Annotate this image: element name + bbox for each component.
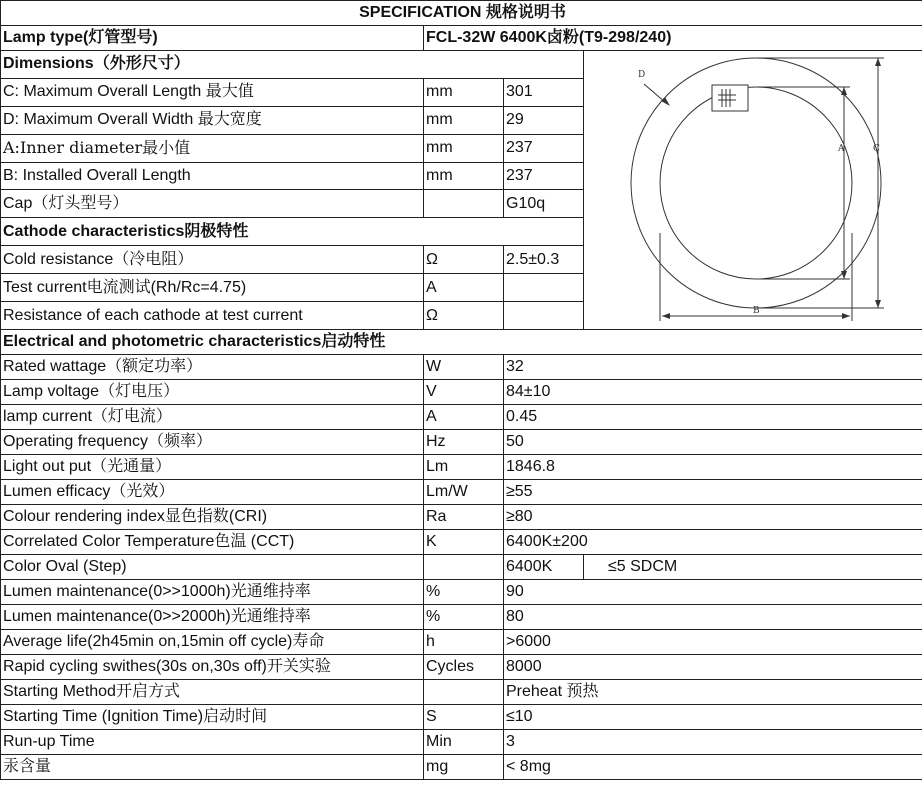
dimensions-header-row	[1, 51, 922, 79]
electrical-unit: V	[424, 380, 504, 405]
dimension-label: Cap（灯头型号）	[1, 190, 424, 218]
electrical-value: 84±10	[504, 380, 922, 405]
cathode-label: Resistance of each cathode at test current	[1, 302, 424, 330]
dimension-label: D: Maximum Overall Width 最大宽度	[1, 106, 424, 134]
electrical-row	[1, 605, 922, 630]
dimension-value: 237	[504, 162, 584, 190]
cathode-unit: Ω	[424, 302, 504, 330]
cathode-value: 2.5±0.3	[504, 246, 584, 274]
electrical-value: 80	[504, 605, 922, 630]
diagram-label-a: A	[838, 144, 845, 154]
electrical-label: Correlated Color Temperature色温 (CCT)	[1, 530, 424, 555]
electrical-value: >6000	[504, 630, 922, 655]
electrical-unit: W	[424, 355, 504, 380]
electrical-label: 汞含量	[1, 755, 424, 780]
electrical-unit: %	[424, 605, 504, 630]
electrical-unit: mg	[424, 755, 504, 780]
electrical-label: lamp current（灯电流）	[1, 405, 424, 430]
diagram-label-b: B	[753, 306, 760, 316]
electrical-row	[1, 755, 922, 780]
electrical-label: Light out put（光通量）	[1, 455, 424, 480]
diagram-label-c: C	[873, 144, 880, 154]
electrical-row	[1, 530, 922, 555]
cathode-header: Cathode characteristics阴极特性	[1, 218, 584, 246]
cathode-value	[504, 274, 584, 302]
dimension-unit	[424, 190, 504, 218]
electrical-row	[1, 705, 922, 730]
dimension-unit: mm	[424, 134, 504, 162]
cathode-label: Cold resistance（冷电阻）	[1, 246, 424, 274]
electrical-unit	[424, 680, 504, 705]
electrical-unit: Lm/W	[424, 480, 504, 505]
title-row	[1, 1, 922, 26]
color-oval-sdcm: ≤5 SDCM	[584, 555, 922, 580]
dimension-value: 237	[504, 134, 584, 162]
electrical-label: Rated wattage（额定功率）	[1, 355, 424, 380]
electrical-header: Electrical and photometric characteristics启动特性	[1, 330, 922, 355]
electrical-unit: Ra	[424, 505, 504, 530]
electrical-unit: Lm	[424, 455, 504, 480]
electrical-value: Preheat 预热	[504, 680, 922, 705]
electrical-label: Average life(2h45min on,15min off cycle)寿命	[1, 630, 424, 655]
electrical-value: 3	[504, 730, 922, 755]
electrical-value: 8000	[504, 655, 922, 680]
electrical-value: ≥55	[504, 480, 922, 505]
dimension-value: G10q	[504, 190, 584, 218]
electrical-row	[1, 405, 922, 430]
electrical-unit: Cycles	[424, 655, 504, 680]
color-oval-row	[1, 555, 922, 580]
dimension-label: A:Inner diameter最小值	[1, 134, 424, 162]
cathode-value	[504, 302, 584, 330]
electrical-row	[1, 480, 922, 505]
dimension-label: C: Maximum Overall Length 最大值	[1, 78, 424, 106]
color-oval-label: Color Oval (Step)	[1, 555, 424, 580]
cathode-unit: A	[424, 274, 504, 302]
electrical-row	[1, 455, 922, 480]
color-oval-value: 6400K	[504, 555, 584, 580]
electrical-label: Starting Method开启方式	[1, 680, 424, 705]
electrical-value: ≥80	[504, 505, 922, 530]
electrical-label: Operating frequency（频率）	[1, 430, 424, 455]
electrical-label: Lumen efficacy（光效）	[1, 480, 424, 505]
electrical-unit: K	[424, 530, 504, 555]
electrical-row	[1, 655, 922, 680]
dimension-unit: mm	[424, 106, 504, 134]
electrical-row	[1, 380, 922, 405]
electrical-label: Starting Time (Ignition Time)启动时间	[1, 705, 424, 730]
diagram-label-d: D	[638, 70, 646, 80]
electrical-label: Run-up Time	[1, 730, 424, 755]
electrical-value: 90	[504, 580, 922, 605]
electrical-value: 0.45	[504, 405, 922, 430]
electrical-unit: A	[424, 405, 504, 430]
lamp-type-value: FCL-32W 6400K卤粉(T9-298/240)	[424, 26, 922, 51]
electrical-row	[1, 630, 922, 655]
electrical-value: 1846.8	[504, 455, 922, 480]
color-oval-unit	[424, 555, 504, 580]
electrical-label: Lamp voltage（灯电压）	[1, 380, 424, 405]
electrical-unit: Min	[424, 730, 504, 755]
electrical-unit: Hz	[424, 430, 504, 455]
lamp-type-row	[1, 26, 922, 51]
electrical-value: 32	[504, 355, 922, 380]
electrical-label: Lumen maintenance(0>>2000h)光通维持率	[1, 605, 424, 630]
electrical-value: < 8mg	[504, 755, 922, 780]
dimension-unit: mm	[424, 78, 504, 106]
electrical-row	[1, 430, 922, 455]
lamp-ring-inner	[660, 87, 852, 279]
dimension-label: B: Installed Overall Length	[1, 162, 424, 190]
dimension-value: 29	[504, 106, 584, 134]
electrical-label: Rapid cycling swithes(30s on,30s off)开关实验	[1, 655, 424, 680]
lamp-diagram-cell	[584, 51, 922, 330]
lamp-type-label: Lamp type(灯管型号)	[1, 26, 424, 51]
dimension-unit: mm	[424, 162, 504, 190]
cathode-label: Test current电流测试(Rh/Rc=4.75)	[1, 274, 424, 302]
cathode-unit: Ω	[424, 246, 504, 274]
electrical-value: 6400K±200	[504, 530, 922, 555]
lamp-diagram	[586, 51, 922, 321]
page-title: SPECIFICATION 规格说明书	[1, 1, 922, 26]
electrical-row	[1, 680, 922, 705]
electrical-value: 50	[504, 430, 922, 455]
electrical-unit: %	[424, 580, 504, 605]
dimensions-header: Dimensions（外形尺寸）	[1, 51, 584, 79]
electrical-label: Lumen maintenance(0>>1000h)光通维持率	[1, 580, 424, 605]
electrical-unit: h	[424, 630, 504, 655]
electrical-header-row	[1, 330, 922, 355]
electrical-value: ≤10	[504, 705, 922, 730]
electrical-row	[1, 730, 922, 755]
electrical-row	[1, 355, 922, 380]
electrical-unit: S	[424, 705, 504, 730]
electrical-label: Colour rendering index显色指数(CRI)	[1, 505, 424, 530]
electrical-row	[1, 580, 922, 605]
electrical-row	[1, 505, 922, 530]
dimension-value: 301	[504, 78, 584, 106]
